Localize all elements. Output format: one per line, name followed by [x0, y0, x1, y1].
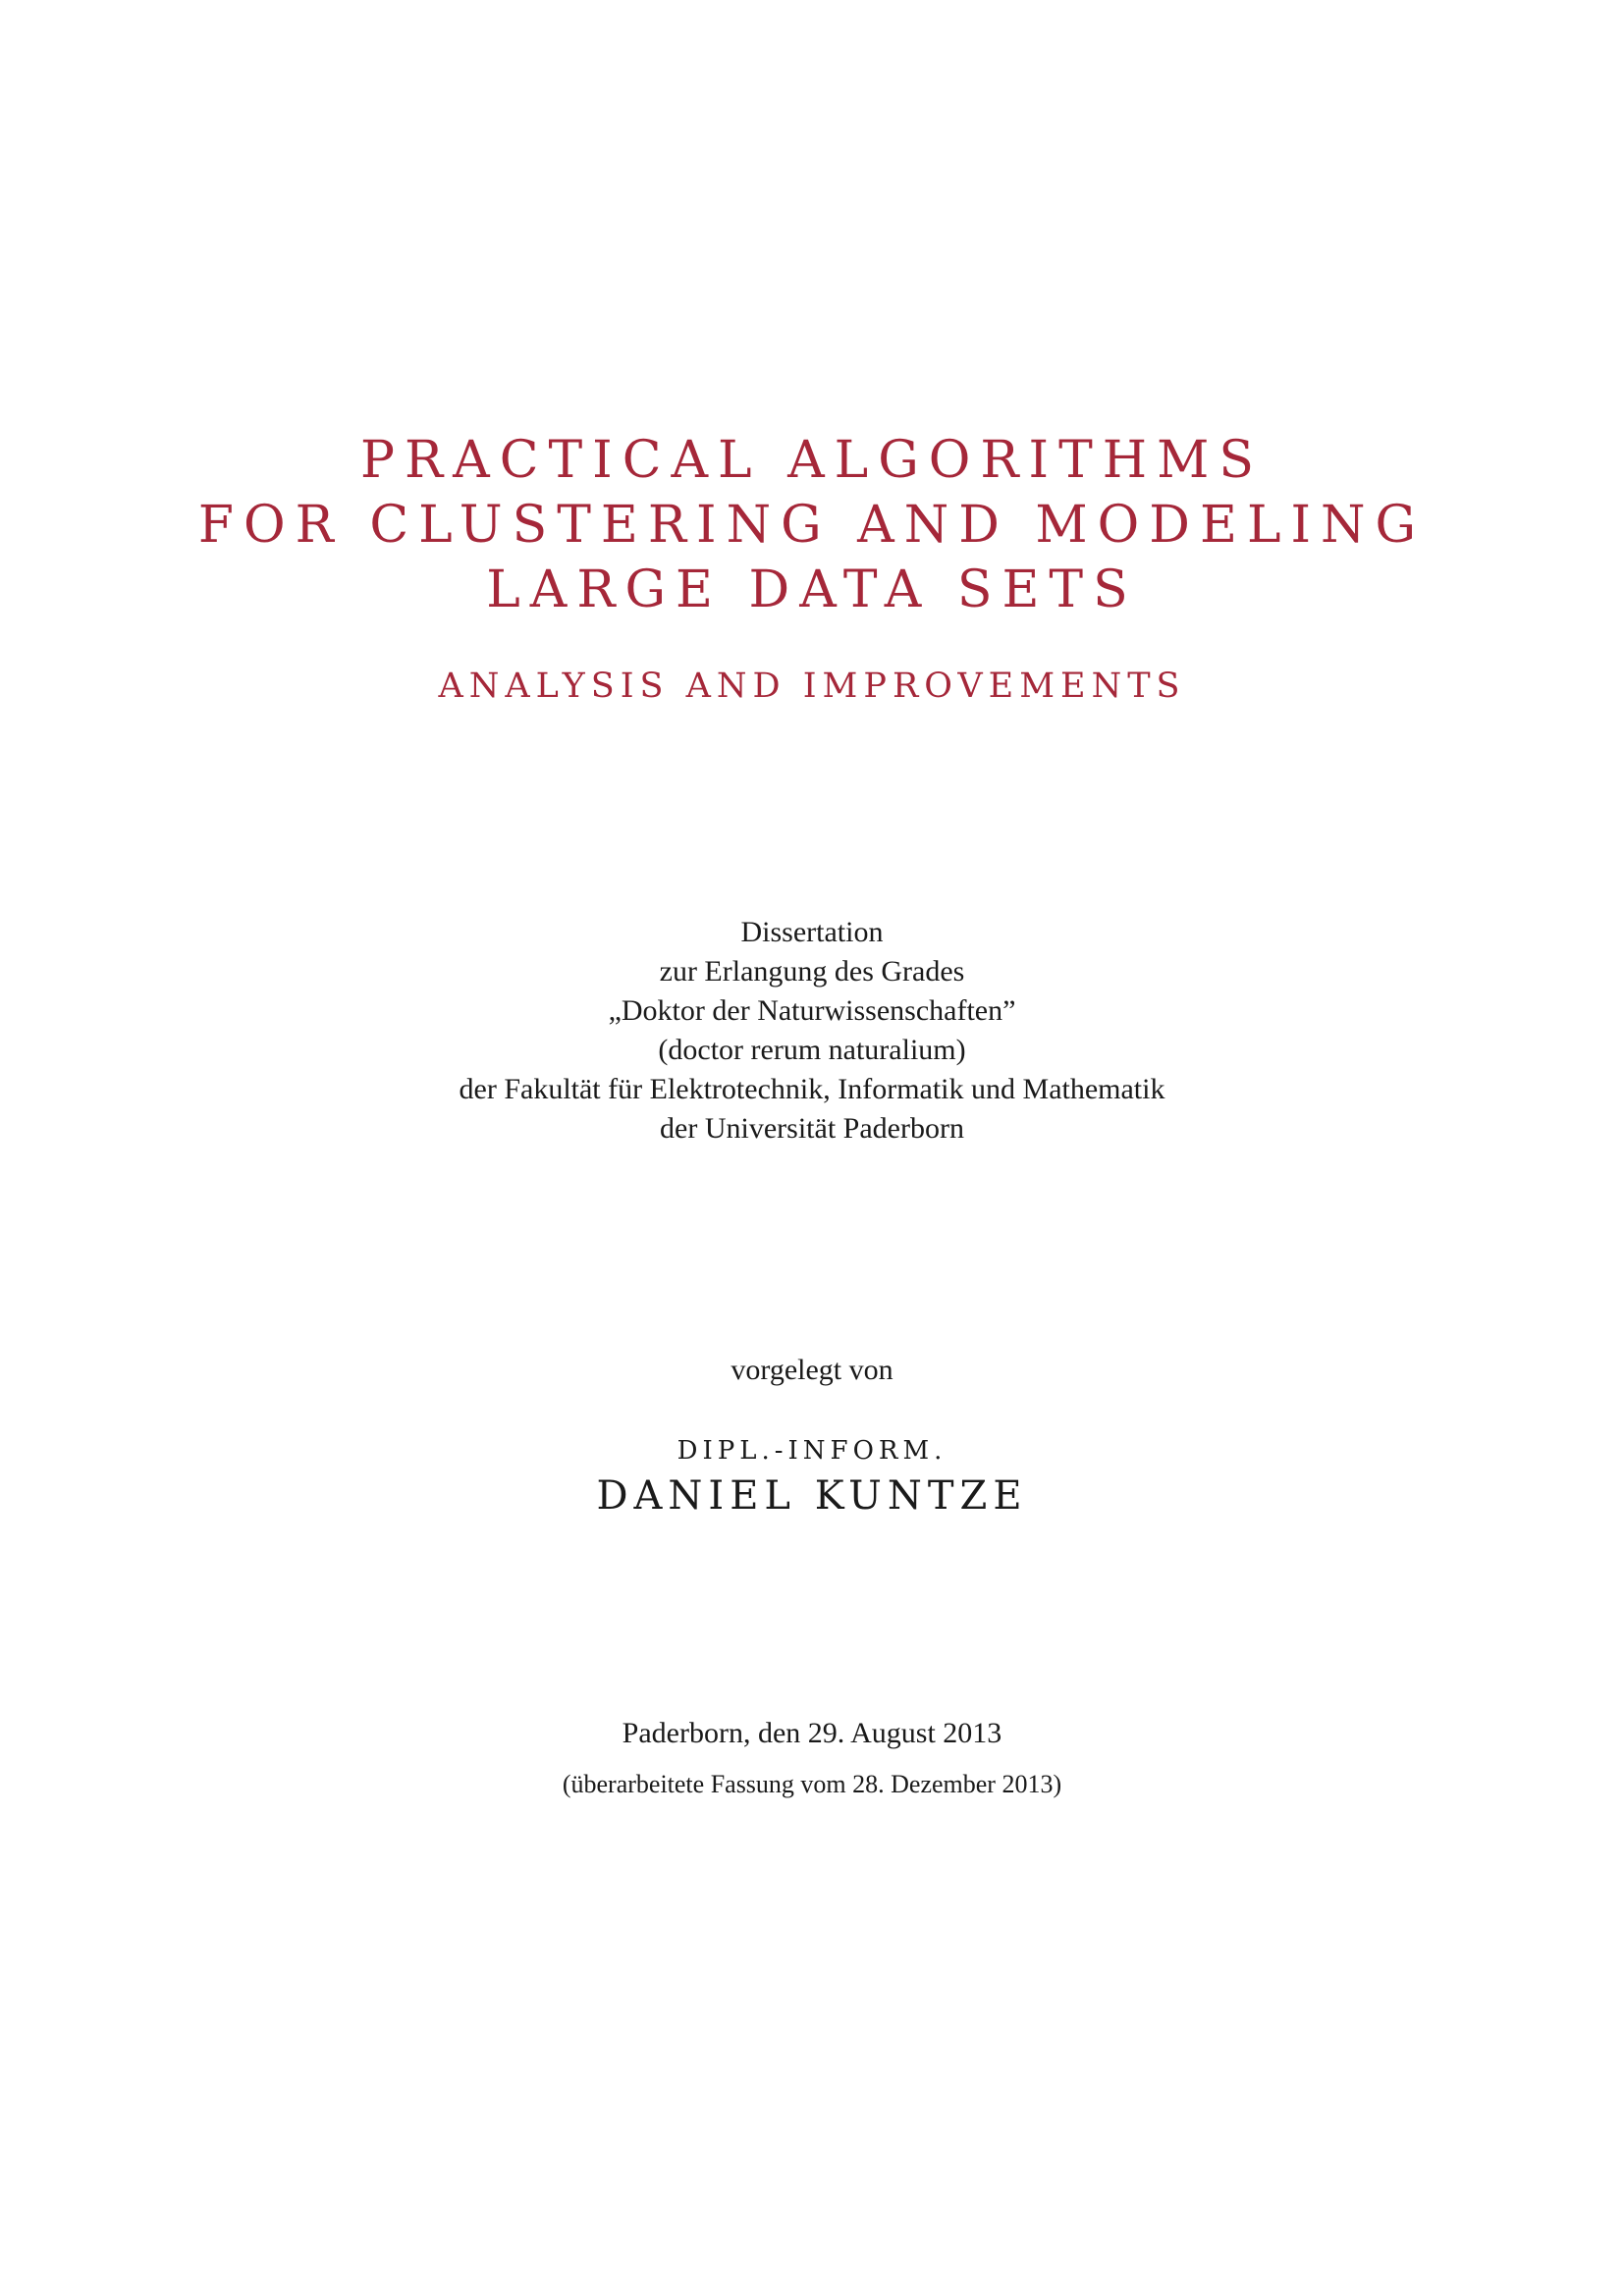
- submission-date: Paderborn, den 29. August 2013: [622, 1717, 1002, 1749]
- thesis-title-line-2: FOR CLUSTERING AND MODELING: [197, 496, 1427, 555]
- author-degree: DIPL.-INFORM.: [677, 1436, 947, 1466]
- dissertation-line-6: der Universität Paderborn: [660, 1112, 964, 1145]
- thesis-title: [0, 428, 1624, 622]
- dissertation-line-5: der Fakultät für Elektrotechnik, Informatik und Mathematik: [459, 1073, 1165, 1105]
- thesis-subtitle: ANALYSIS AND IMPROVEMENTS: [438, 667, 1186, 706]
- author-name: DANIEL KUNTZE: [596, 1473, 1028, 1519]
- thesis-title-line-3: LARGE DATA SETS: [486, 561, 1138, 619]
- dissertation-line-4: (doctor rerum naturalium): [658, 1034, 966, 1066]
- dissertation-line-1: Dissertation: [740, 916, 884, 948]
- submitted-by-label: vorgelegt von: [731, 1354, 893, 1386]
- revision-date: (überarbeitete Fassung vom 28. Dezember 2013): [562, 1770, 1062, 1798]
- dissertation-line-3: „Doktor der Naturwissenschaften”: [608, 994, 1016, 1027]
- dissertation-line-2: zur Erlangung des Grades: [659, 955, 965, 988]
- dissertation-statement: [0, 913, 1624, 1148]
- thesis-title-line-1: PRACTICAL ALGORITHMS: [360, 431, 1264, 490]
